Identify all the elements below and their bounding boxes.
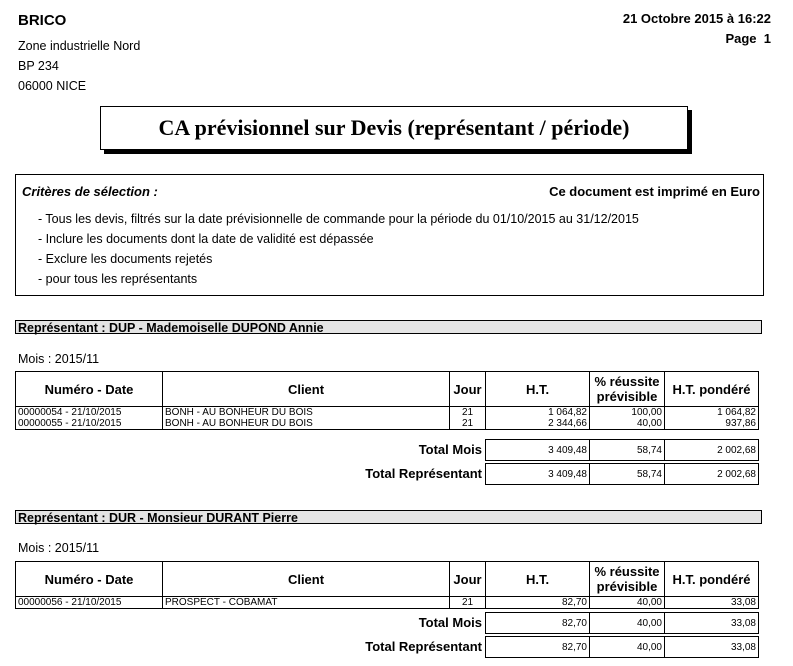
cell-numero: 00000054 - 21/10/2015 [16, 407, 163, 419]
cell-jour: 21 [450, 597, 486, 609]
col-header-reussite [590, 372, 665, 407]
total-rep-label: Total Représentant [365, 639, 482, 654]
cell-numero: 00000056 - 21/10/2015 [16, 597, 163, 609]
address-line: 06000 NICE [18, 79, 87, 93]
representative-header: Représentant : DUR - Monsieur DURANT Pierre [15, 510, 762, 524]
col-header-pondere: H.T. pondéré [665, 562, 759, 597]
col-header-numero: Numéro - Date [16, 372, 163, 407]
total-ht: 82,70 [486, 637, 590, 658]
cell-pct: 100,00 [590, 407, 665, 419]
col-header-client: Client [163, 372, 450, 407]
col-header-reussite-line2: prévisible [596, 579, 658, 594]
table-header-row [16, 372, 759, 407]
address-line: BP 234 [18, 59, 59, 73]
col-header-pondere: H.T. pondéré [665, 372, 759, 407]
total-pct: 58,74 [590, 464, 665, 485]
total-rep-label: Total Représentant [365, 466, 482, 481]
print-datetime: 21 Octobre 2015 à 16:22 [622, 11, 771, 26]
total-pondere: 2 002,68 [665, 464, 759, 485]
cell-ht: 2 344,66 [486, 418, 590, 430]
total-month-row [485, 612, 759, 634]
total-pondere: 33,08 [665, 637, 759, 658]
cell-pondere: 937,86 [665, 418, 759, 430]
criteria-line: - Exclure les documents rejetés [38, 252, 213, 266]
quotes-table [15, 561, 759, 609]
criteria-line: - pour tous les représentants [38, 272, 198, 286]
month-label: Mois : 2015/11 [18, 541, 100, 555]
total-rep-row [485, 463, 759, 485]
total-ht: 3 409,48 [486, 464, 590, 485]
total-pondere: 2 002,68 [665, 440, 759, 461]
month-label: Mois : 2015/11 [18, 352, 100, 366]
table-row [16, 418, 759, 430]
cell-pct: 40,00 [590, 418, 665, 430]
cell-numero: 00000055 - 21/10/2015 [16, 418, 163, 430]
representative-header: Représentant : DUP - Mademoiselle DUPOND Annie [15, 320, 762, 334]
total-pct: 40,00 [590, 613, 665, 634]
col-header-ht: H.T. [486, 562, 590, 597]
total-pondere: 33,08 [665, 613, 759, 634]
selection-criteria [15, 174, 764, 296]
col-header-ht: H.T. [486, 372, 590, 407]
total-month-label: Total Mois [418, 442, 482, 457]
cell-ht: 82,70 [486, 597, 590, 609]
page-label: Page [725, 31, 757, 46]
page-number: 1 [763, 31, 771, 46]
total-ht: 3 409,48 [486, 440, 590, 461]
report-title-box [100, 106, 688, 150]
cell-pondere: 1 064,82 [665, 407, 759, 419]
col-header-jour: Jour [450, 562, 486, 597]
col-header-reussite [590, 562, 665, 597]
col-header-numero: Numéro - Date [16, 562, 163, 597]
col-header-jour: Jour [450, 372, 486, 407]
table-row [16, 407, 759, 419]
cell-client: PROSPECT - COBAMAT [163, 597, 450, 609]
currency-note: Ce document est imprimé en Euro [549, 184, 760, 199]
report-title: CA prévisionnel sur Devis (représentant / période) [158, 115, 630, 140]
cell-jour: 21 [450, 407, 486, 419]
total-pct: 40,00 [590, 637, 665, 658]
col-header-client: Client [163, 562, 450, 597]
address-line: Zone industrielle Nord [18, 39, 141, 53]
total-rep-row [485, 636, 759, 658]
cell-ht: 1 064,82 [486, 407, 590, 419]
criteria-heading: Critères de sélection : [22, 184, 158, 199]
cell-pct: 40,00 [590, 597, 665, 609]
table-row [16, 597, 759, 609]
page-indicator [725, 31, 771, 46]
total-pct: 58,74 [590, 440, 665, 461]
criteria-line: - Tous les devis, filtrés sur la date prévisionnelle de commande pour la période du 01/10/2015 au 31/12/2015 [38, 212, 639, 226]
cell-pondere: 33,08 [665, 597, 759, 609]
quotes-table [15, 371, 759, 430]
criteria-line: - Inclure les documents dont la date de validité est dépassée [38, 232, 374, 246]
company-name: BRICO [18, 12, 67, 29]
cell-client: BONH - AU BONHEUR DU BOIS [163, 418, 450, 430]
total-ht: 82,70 [486, 613, 590, 634]
col-header-reussite-line2: prévisible [596, 389, 658, 404]
col-header-reussite-line1: % réussite [594, 564, 660, 579]
total-month-row [485, 439, 759, 461]
cell-jour: 21 [450, 418, 486, 430]
cell-client: BONH - AU BONHEUR DU BOIS [163, 407, 450, 419]
col-header-reussite-line1: % réussite [594, 374, 660, 389]
total-month-label: Total Mois [418, 615, 482, 630]
table-header-row [16, 562, 759, 597]
